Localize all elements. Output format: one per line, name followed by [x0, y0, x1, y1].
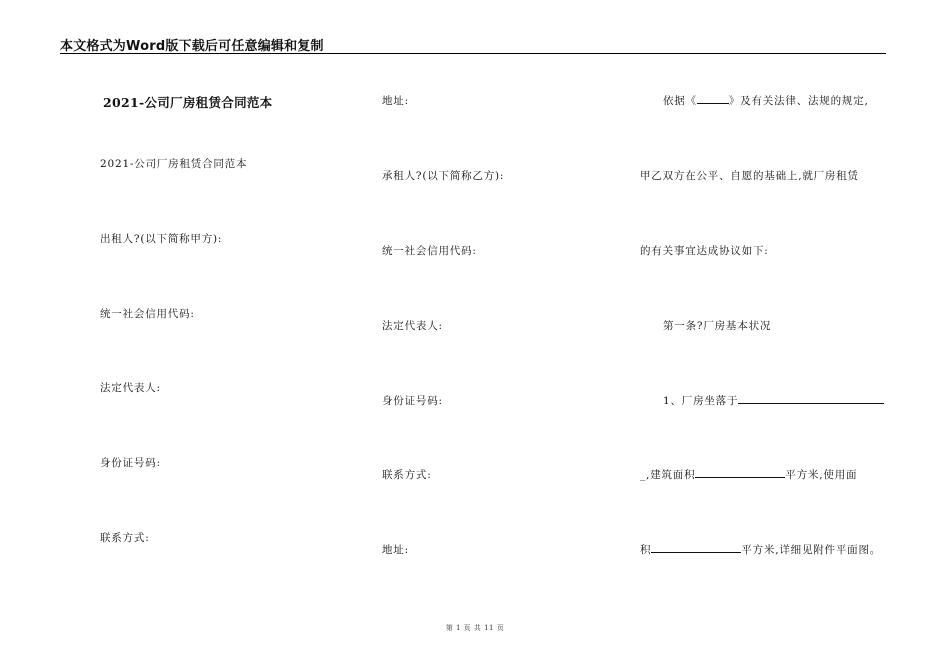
factory-location-line — [663, 393, 884, 408]
usable-area-label: 积 — [640, 544, 652, 556]
area-unit-text: 平方米,使用面 — [785, 469, 858, 481]
usable-area-blank — [651, 543, 741, 553]
document-title: 2021-公司厂房租赁合同范本 — [103, 95, 273, 110]
subtitle-text: 2021-公司厂房租赁合同范本 — [100, 158, 248, 170]
building-area-blank — [695, 468, 785, 478]
article-1-heading: 第一条?厂房基本状况 — [663, 320, 772, 332]
clause-intro-line-1 — [663, 93, 869, 108]
location-label: 1、厂房坐落于 — [663, 395, 739, 407]
lessee-id-label: 身份证号码: — [382, 395, 443, 407]
lessor-legal-rep-label: 法定代表人: — [100, 382, 161, 394]
lessor-address-label: 地址: — [382, 95, 409, 107]
header-banner: 本文格式为Word版下载后可任意编辑和复制 — [60, 39, 324, 54]
area-label: _,建筑面积 — [640, 469, 696, 481]
lessee-label: 承租人?(以下简称乙方): — [382, 170, 505, 182]
lessor-label: 出租人?(以下简称甲方): — [100, 233, 223, 245]
lessor-id-label: 身份证号码: — [100, 457, 161, 469]
usable-area-line — [640, 542, 881, 557]
page-number: 第 1 页 共 11 页 — [445, 624, 505, 632]
usable-area-unit-text: 平方米,详细见附件平面图。 — [741, 544, 882, 556]
clause-intro-line-3: 的有关事宜达成协议如下: — [640, 245, 769, 257]
building-area-line — [640, 467, 857, 482]
lessee-contact-label: 联系方式: — [382, 469, 432, 481]
law-name-blank — [697, 94, 729, 104]
intro-text-a: 依据《 — [663, 95, 697, 107]
location-blank — [738, 394, 884, 404]
lessor-credit-code-label: 统一社会信用代码: — [100, 308, 195, 320]
lessee-legal-rep-label: 法定代表人: — [382, 320, 443, 332]
lessee-credit-code-label: 统一社会信用代码: — [382, 245, 477, 257]
lessor-contact-label: 联系方式: — [100, 532, 150, 544]
clause-intro-line-2: 甲乙双方在公平、自愿的基础上,就厂房租赁 — [640, 170, 859, 182]
lessee-address-label: 地址: — [382, 544, 409, 556]
intro-text-b: 》及有关法律、法规的规定, — [728, 95, 869, 107]
